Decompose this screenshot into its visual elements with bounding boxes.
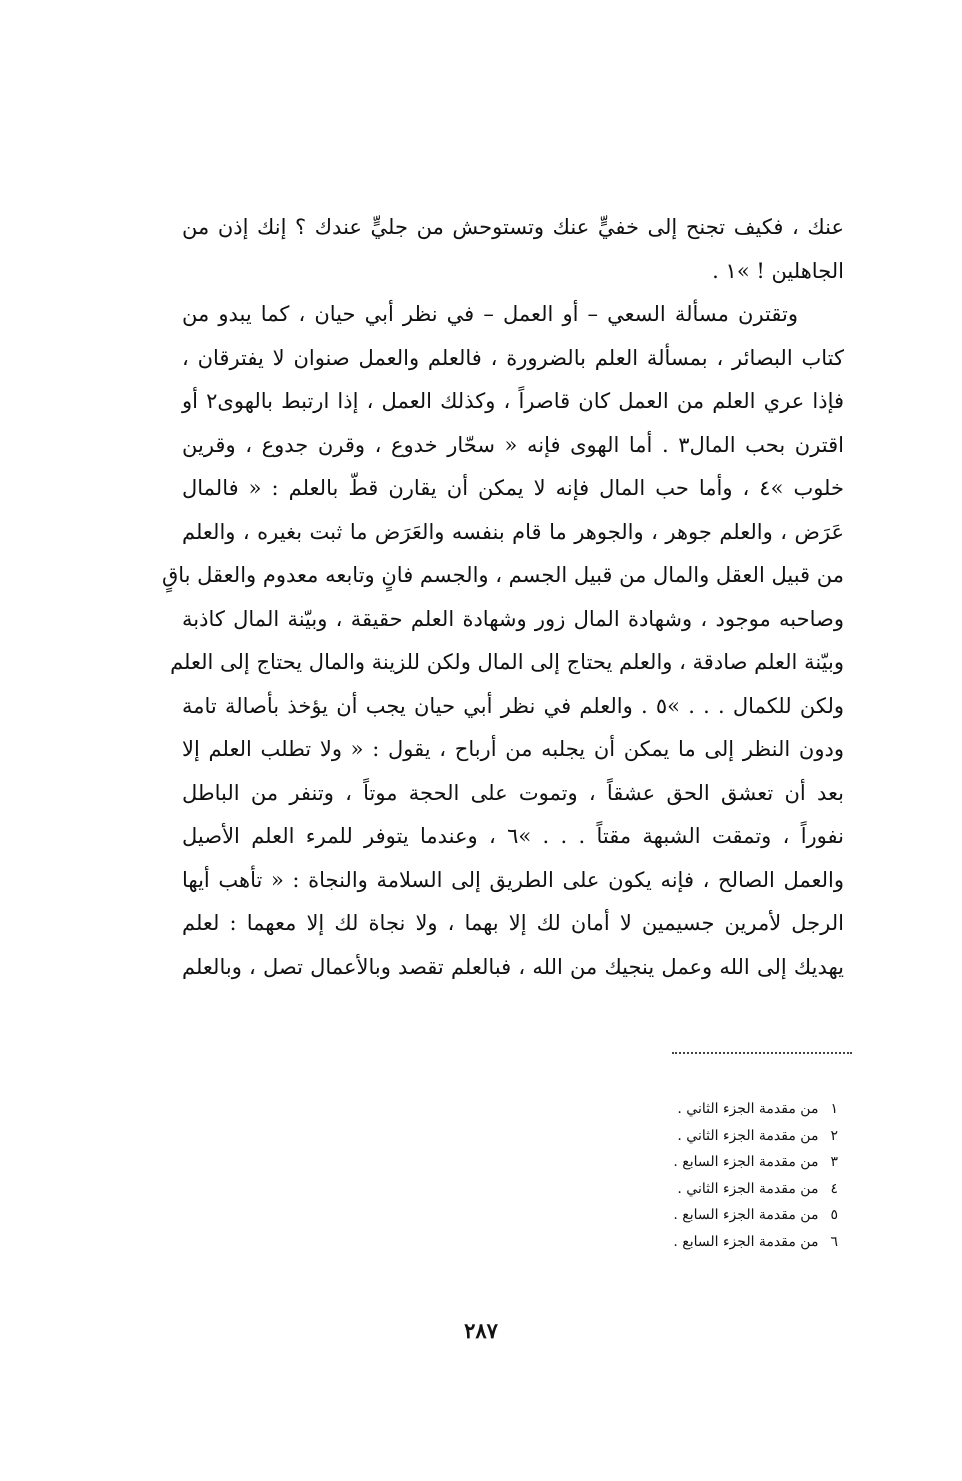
text-line: بعد أن تعشق الحق عشقاً ، وتموت على الحجة موتاً ، وتنفر من الباطل (182, 780, 844, 805)
footnote-separator (672, 1052, 852, 1054)
text-line: خلوب »٤ ، وأما حب المال فإنه لا يمكن أن يقارن قطّ بالعلم : « فالمال (182, 476, 844, 500)
footnote-item (673, 1149, 838, 1176)
footnote-number: ٦ (830, 1233, 838, 1250)
footnote-text: من مقدمة الجزء الثاني . (677, 1180, 819, 1197)
footnote-item (673, 1096, 838, 1123)
text-line: ودون النظر إلى ما يمكن أن يجلبه من أرباح ، يقول : « ولا تطلب العلم إلا (182, 737, 844, 761)
footnote-text: من مقدمة الجزء الثاني . (677, 1127, 819, 1144)
text-line: من قبيل العقل والمال من قبيل الجسم ، والجسم فانٍ وتابعه معدوم والعقل باقٍ (161, 563, 844, 587)
footnote-item (673, 1202, 838, 1229)
text-line: الجاهلين ! »١ . (712, 258, 844, 283)
footnote-text: من مقدمة الجزء السابع . (673, 1207, 819, 1223)
text-line: والعمل الصالح ، فإنه يكون على الطريق إلى السلامة والنجاة : « تأهب أيها (182, 867, 844, 892)
text-line: ولكن للكمال . . . »٥ . والعلم في نظر أبي حيان يجب أن يؤخذ بأصالة تامة (182, 693, 844, 718)
paragraph-start-line: وتقترن مسألة السعي – أو العمل – في نظر أبي حيان ، كما يبدو من (182, 302, 798, 326)
text-line: كتاب البصائر ، بمسألة العلم بالضرورة ، فالعلم والعمل صنوان لا يفترقان ، (182, 345, 844, 370)
text-line: نفوراً ، وتمقت الشبهة مقتاً . . . »٦ ، وعندما يتوفر للمرء العلم الأصيل (182, 824, 844, 848)
text-line: وصاحبه موجود ، وشهادة المال زور وشهادة العلم حقيقة ، وبيّنة المال كاذبة (182, 606, 844, 631)
text-line: عنك ، فكيف تجنح إلى خفيٍّ عنك وتستوحش من جليٍّ عندك ؟ إنك إذن من (182, 215, 844, 239)
text-line: فإذا عري العلم من العمل كان قاصراً ، وكذلك العمل ، إذا ارتبط بالهوى٢ أو (182, 389, 844, 413)
text-line: يهديك إلى الله وعمل ينجيك من الله ، فبالعلم تقصد وبالأعمال تصل ، وبالعلم (182, 954, 844, 979)
footnote-item (673, 1176, 838, 1203)
footnotes-list (673, 1096, 838, 1255)
text-line: اقترن بحب المال٣ . أما الهوى فإنه « سحّار خدوع ، وقرن جدوع ، وقرين (182, 432, 845, 457)
footnote-text: من مقدمة الجزء الثاني . (677, 1101, 819, 1117)
page-number: ٢٨٧ (464, 1318, 498, 1343)
footnote-number: ١ (830, 1101, 838, 1117)
footnote-text: من مقدمة الجزء السابع . (673, 1154, 819, 1170)
footnote-item (673, 1229, 838, 1256)
text-line: الرجل لأمرين جسيمين لا أمان لك إلا بهما ، ولا نجاة لك إلا معهما : لعلم (182, 911, 844, 935)
text-line: وبيّنة العلم صادقة ، والعلم يحتاج إلى المال ولكن للزينة والمال يحتاج إلى العلم (170, 650, 844, 674)
footnote-item (673, 1123, 838, 1150)
footnote-number: ٢ (830, 1127, 838, 1144)
main-text-block (161, 206, 845, 989)
footnote-number: ٣ (830, 1154, 838, 1170)
footnote-number: ٤ (830, 1180, 838, 1197)
text-line: عَرَض ، والعلم جوهر ، والجوهر ما قام بنفسه والعَرَض ما ثبت بغيره ، والعلم (182, 519, 844, 544)
footnote-number: ٥ (830, 1207, 838, 1223)
footnote-text: من مقدمة الجزء السابع . (673, 1233, 819, 1250)
